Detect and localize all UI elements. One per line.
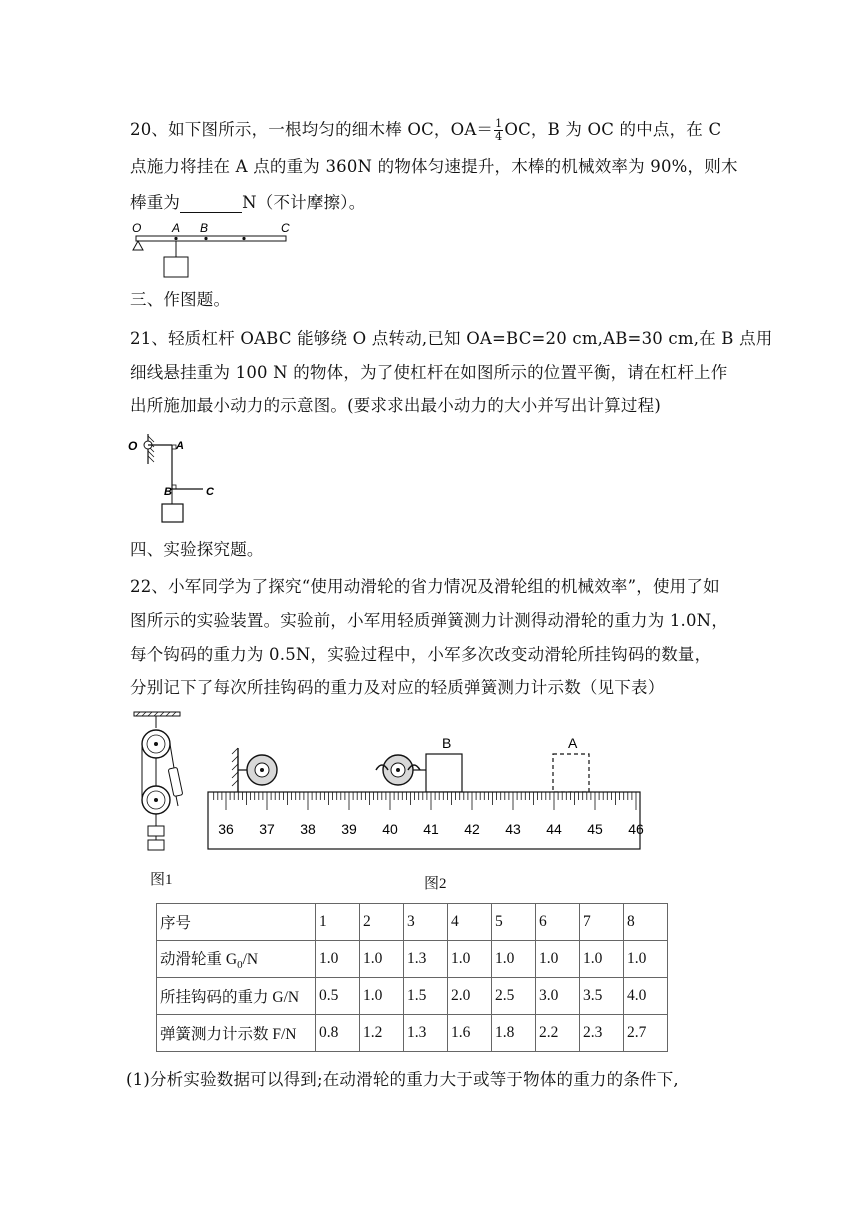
table-cell: 7 (580, 904, 624, 941)
q20-line-2: 点施力将挂在 A 点的重为 360N 的物体匀速提升，木棒的机械效率为 90%，则木 (130, 157, 738, 176)
table-cell: 1.0 (360, 978, 404, 1015)
fraction-denominator: 4 (495, 130, 503, 143)
ruler-number: 41 (423, 821, 439, 837)
table-cell: 2.2 (536, 1015, 580, 1052)
table-cell: 1.3 (404, 941, 448, 978)
table-cell: 2.3 (580, 1015, 624, 1052)
table-cell: 4.0 (624, 978, 668, 1015)
table-cell: 1.2 (360, 1015, 404, 1052)
figure-2-caption: 图2 (424, 876, 447, 892)
q22-line-1: 22、小军同学为了探究“使用动滑轮的省力情况及滑轮组的机械效率”，使用了如 (130, 577, 720, 596)
table-cell: 1.8 (492, 1015, 536, 1052)
table-row (157, 1015, 668, 1052)
label-o: O (132, 221, 142, 235)
q20-line-3 (130, 193, 730, 213)
q20-text-c: 棒重为 (130, 193, 181, 212)
fraction-one-quarter (494, 118, 503, 143)
ruler-number: 36 (218, 821, 234, 837)
row-header: 序号 (157, 904, 316, 941)
block-b (426, 754, 462, 792)
table-cell: 1.3 (404, 1015, 448, 1052)
q20-text-a: 20、如下图所示，一根均匀的细木棒 OC，OA＝ (130, 120, 494, 139)
row-header-subscript: 0 (237, 959, 243, 972)
ruler-number: 38 (300, 821, 316, 837)
table-cell: 1.0 (448, 941, 492, 978)
row-header-unit: /N (242, 950, 259, 968)
fraction-numerator: 1 (495, 117, 503, 130)
table-cell: 2.5 (492, 978, 536, 1015)
table-cell: 3.5 (580, 978, 624, 1015)
label-c: C (281, 221, 290, 235)
rope-right (170, 744, 174, 768)
table-cell: 1.0 (360, 941, 404, 978)
ruler-number: 40 (382, 821, 398, 837)
table-cell: 0.8 (316, 1015, 360, 1052)
q20-lever-figure (128, 220, 298, 282)
q20-line-1 (130, 118, 730, 143)
q21-line-3: 出所施加最小动力的示意图。(要求求出最小动力的大小并写出计算过程) (130, 396, 661, 415)
q20-text-b: OC，B 为 OC 的中点，在 C (504, 120, 722, 139)
table-cell: 2.0 (448, 978, 492, 1015)
table-cell: 5 (492, 904, 536, 941)
table-cell: 1.0 (624, 941, 668, 978)
table-cell: 2.7 (624, 1015, 668, 1052)
table-cell: 1.0 (536, 941, 580, 978)
table-row (157, 978, 668, 1015)
label-a: A (172, 221, 181, 235)
label-c: C (206, 486, 214, 498)
q22-line-4: 分别记下了每次所挂钩码的重力及对应的轻质弹簧测力计示数（见下表） (130, 678, 665, 697)
table-cell: 1.0 (316, 941, 360, 978)
table-cell: 3 (404, 904, 448, 941)
data-table (156, 903, 668, 1052)
ruler-number: 37 (259, 821, 275, 837)
table-cell: 0.5 (316, 978, 360, 1015)
answer-blank[interactable] (180, 196, 242, 213)
pivot-support (133, 241, 143, 250)
ruler-number: 43 (505, 821, 521, 837)
row-header: 弹簧测力计示数 F/N (157, 1015, 316, 1052)
table-cell: 2 (360, 904, 404, 941)
section-3-heading: 三、作图题。 (130, 290, 231, 309)
row-header: 所挂钩码的重力 G/N (157, 978, 316, 1015)
label-o: O (128, 439, 138, 453)
point-a (174, 237, 177, 240)
ruler-number: 44 (546, 821, 562, 837)
table-cell: 6 (536, 904, 580, 941)
label-a: A (176, 440, 184, 452)
q21-line-2: 细线悬挂重为 100 N 的物体，为了使杠杆在如图所示的位置平衡，请在杠杆上作 (130, 363, 728, 382)
weight-block (162, 504, 183, 522)
weight-block (164, 257, 188, 277)
ruler-number: 42 (464, 821, 480, 837)
q22-line-3: 每个钩码的重力为 0.5N，实验过程中，小军多次改变动滑轮所挂钩码的数量， (130, 645, 712, 664)
block-b-label: B (442, 735, 452, 751)
q22-line-2: 图所示的实验装置。实验前，小军用轻质弹簧测力计测得动滑轮的重力为 1.0N， (130, 611, 729, 630)
wooden-stick (136, 236, 286, 241)
section-4-heading: 四、实验探究题。 (130, 540, 264, 559)
q21-lever-figure (126, 428, 226, 526)
block-a-label: A (568, 735, 578, 751)
hook-weight-1 (148, 826, 164, 836)
table-row (157, 941, 668, 978)
label-b: B (200, 221, 209, 235)
ruler-figure (200, 730, 650, 855)
table-cell: 1.0 (580, 941, 624, 978)
q22-sub-question-1: (1)分析实验数据可以得到;在动滑轮的重力大于或等于物体的重力的条件下, (126, 1070, 679, 1089)
point-b (204, 237, 207, 240)
table-cell: 1.0 (492, 941, 536, 978)
hook-weight-2 (148, 840, 164, 850)
row-header-text: 动滑轮重 G (160, 950, 238, 968)
q21-line-1: 21、轻质杠杆 OABC 能够绕 O 点转动,已知 OA=BC=20 cm,AB=30 cm,在 B 点用 (130, 329, 773, 348)
right-angle-b (172, 485, 176, 489)
table-cell: 4 (448, 904, 492, 941)
table-cell: 1 (316, 904, 360, 941)
table-row (157, 904, 668, 941)
table-cell: 8 (624, 904, 668, 941)
pulley-system-figure (128, 710, 190, 858)
point-mid (242, 237, 245, 240)
row-header (157, 941, 316, 978)
ruler-number: 39 (341, 821, 357, 837)
table-cell: 1.5 (404, 978, 448, 1015)
table-cell: 1.6 (448, 1015, 492, 1052)
figure-1-caption: 图1 (150, 872, 173, 888)
block-a (553, 754, 589, 792)
q20-text-d: N（不计摩擦）。 (242, 193, 366, 212)
ruler-number: 45 (587, 821, 603, 837)
table-cell: 3.0 (536, 978, 580, 1015)
ruler-number: 46 (628, 821, 644, 837)
spring-scale (168, 767, 183, 796)
label-b: B (164, 486, 172, 498)
